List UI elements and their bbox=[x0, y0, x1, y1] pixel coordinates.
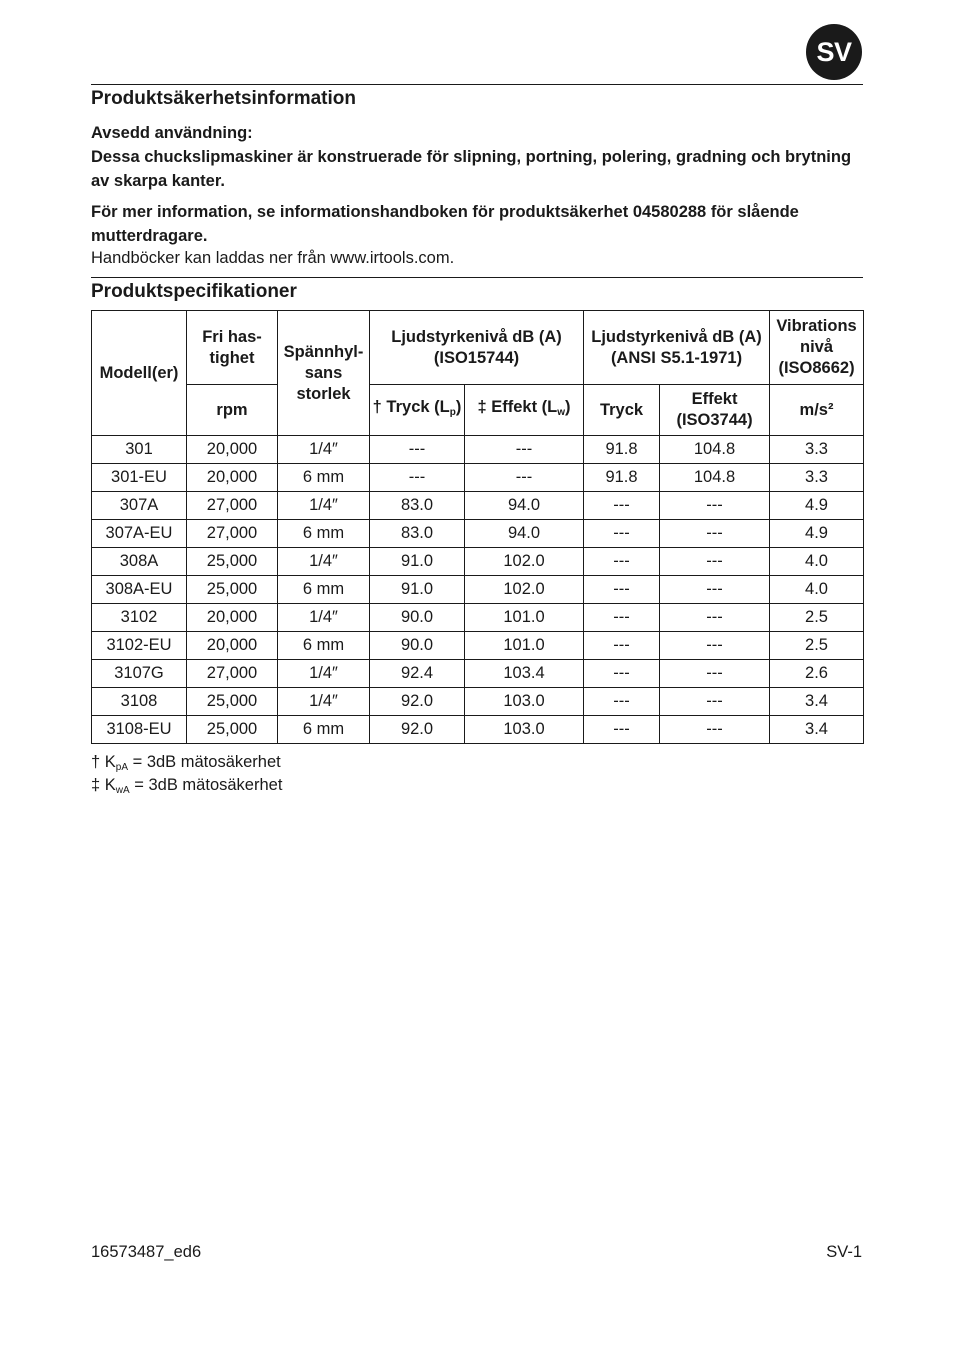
header-vibration: Vibrations nivå (ISO8662) bbox=[770, 311, 864, 385]
subheader-pressure-lp: † Tryck $(L_p)$ bbox=[370, 385, 465, 436]
section-rule bbox=[91, 277, 863, 278]
subheader-power-lw: ‡ Effekt $(L_w)$ bbox=[465, 385, 584, 436]
table-row: 307A-EU 27,000 6 mm 83.0 94.0 --- --- 4.9 bbox=[92, 520, 864, 548]
table-row: 308A-EU 25,000 6 mm 91.0 102.0 --- --- 4.0 bbox=[92, 576, 864, 604]
table-row: 3102 20,000 1/4″ 90.0 101.0 --- --- 2.5 bbox=[92, 604, 864, 632]
header-sound-ansi: Ljudstyrkenivå dB (A) (ANSI S5.1-1971) bbox=[584, 311, 770, 385]
intended-use-text: Dessa chuckslipmaskiner är konstruerade för slipning, portning, polering, gradning och brytning av skarpa kanter. bbox=[91, 148, 852, 190]
table-row: 3108 25,000 1/4″ 92.0 103.0 --- --- 3.4 bbox=[92, 688, 864, 716]
subheader-pressure: Tryck bbox=[584, 385, 660, 436]
footnote-kpa: † $K_{pA} = 3dB$ mätosäkerhet bbox=[91, 753, 281, 773]
section-title-specs: Produktspecifikationer bbox=[91, 281, 297, 302]
header-collet-size: Spännhyl-sans storlek bbox=[278, 311, 370, 436]
subheader-power-iso3744: Effekt (ISO3744) bbox=[660, 385, 770, 436]
download-text: Handböcker kan laddas ner från www.irtools.com. bbox=[91, 249, 455, 267]
table-row: 307A 27,000 1/4″ 83.0 94.0 --- --- 4.9 bbox=[92, 492, 864, 520]
more-info-text: För mer information, se informationshandboken för produktsäkerhet 04580288 för slående mutterdragare. bbox=[91, 203, 799, 245]
section-title-safety: Produktsäkerhetsinformation bbox=[91, 88, 356, 109]
header-model: Modell(er) bbox=[92, 311, 187, 436]
document-id: 16573487_ed6 bbox=[91, 1243, 202, 1261]
intended-use-label: Avsedd användning: bbox=[91, 124, 253, 142]
table-row: 308A 25,000 1/4″ 91.0 102.0 --- --- 4.0 bbox=[92, 548, 864, 576]
header-sound-iso15744: Ljudstyrkenivå dB (A) (ISO15744) bbox=[370, 311, 584, 385]
subheader-ms2: m/s² bbox=[770, 385, 864, 436]
footnote-kwa: ‡ $K_{wA} = 3dB$ mätosäkerhet bbox=[91, 776, 283, 796]
table-row: 3102-EU 20,000 6 mm 90.0 101.0 --- --- 2.5 bbox=[92, 632, 864, 660]
header-free-speed: Fri has-tighet bbox=[187, 311, 278, 385]
spec-table bbox=[91, 310, 864, 744]
table-row: 301-EU 20,000 6 mm --- --- 91.8 104.8 3.3 bbox=[92, 464, 864, 492]
page-number: SV-1 bbox=[826, 1243, 862, 1261]
table-row: 301 20,000 1/4″ --- --- 91.8 104.8 3.3 bbox=[92, 436, 864, 464]
top-rule bbox=[91, 84, 863, 85]
subheader-rpm: rpm bbox=[187, 385, 278, 436]
language-badge: SV bbox=[806, 24, 862, 80]
table-row: 3107G 27,000 1/4″ 92.4 103.4 --- --- 2.6 bbox=[92, 660, 864, 688]
table-row: 3108-EU 25,000 6 mm 92.0 103.0 --- --- 3.4 bbox=[92, 716, 864, 744]
